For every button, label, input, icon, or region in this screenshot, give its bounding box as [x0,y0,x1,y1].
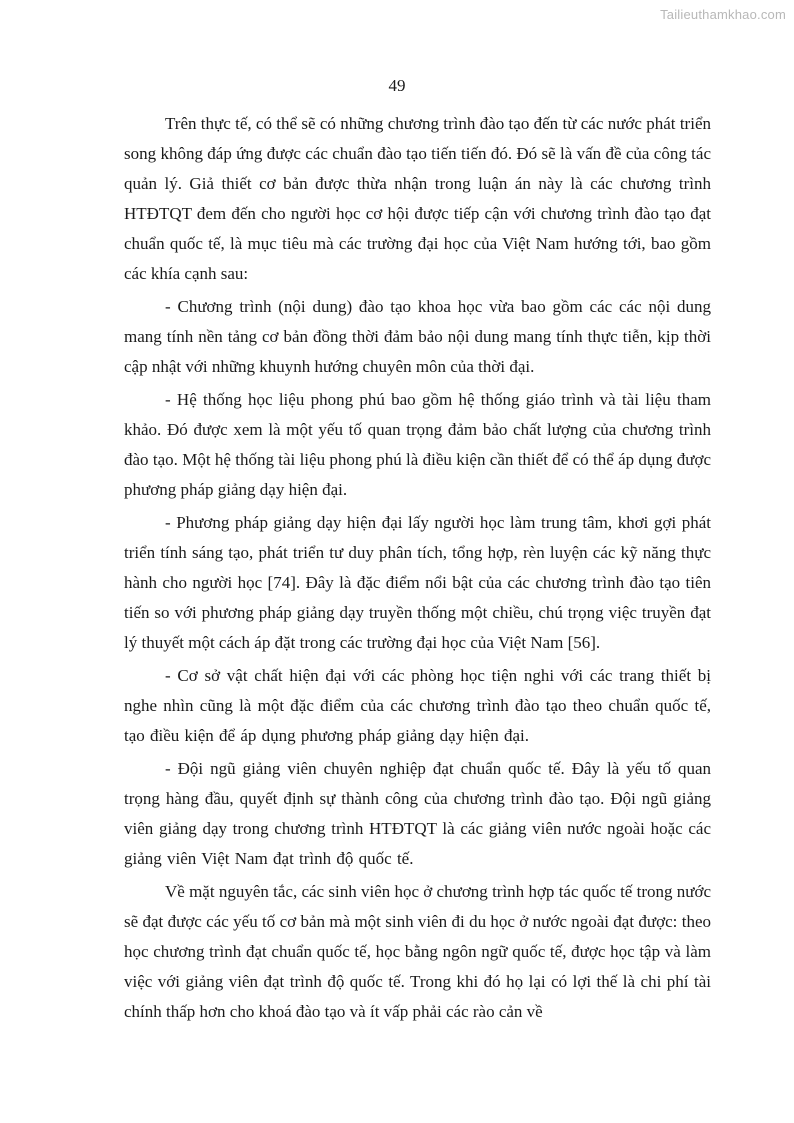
list-item-learning-materials: - Hệ thống học liệu phong phú bao gồm hệ thống giáo trình và tài liệu tham khảo. Đó được xem là một yếu tố quan trọng đảm bảo chất lượng của chương trình đào tạo. Một hệ thống tài liệu phong phú là điều kiện cần thiết để có thể áp dụng được phương pháp giảng dạy hiện đại. [124,390,711,499]
watermark: Tailieuthamkhao.com [660,7,786,22]
list-item-facilities: - Cơ sở vật chất hiện đại với các phòng học tiện nghi với các trang thiết bị nghe nhìn cũng là một đặc điểm của các chương trình đào tạo theo chuẩn quốc tế, tạo điều kiện để áp dụng phương pháp giảng dạy hiện đại. [124,666,711,745]
list-item-teaching-methods: - Phương pháp giảng dạy hiện đại lấy người học làm trung tâm, khơi gợi phát triển tính sáng tạo, phát triển tư duy phân tích, tổng hợp, rèn luyện các kỹ năng thực hành cho người học [74]. Đây là đặc điểm nổi bật của các chương trình đào tạo tiên tiến so với phương pháp giảng dạy truyền thống một chiều, chú trọng việc truyền đạt lý thuyết một cách áp đặt trong các trường đại học của Việt Nam [56]. [124,513,711,652]
list-item-curriculum: - Chương trình (nội dung) đào tạo khoa học vừa bao gồm các các nội dung mang tính nền tảng cơ bản đồng thời đảm bảo nội dung mang tính thực tiễn, kịp thời cập nhật với những khuynh hướng chuyên môn của thời đại. [124,297,711,376]
paragraph-intro: Trên thực tế, có thể sẽ có những chương trình đào tạo đến từ các nước phát triển song không đáp ứng được các chuẩn đào tạo tiến tiến đó. Đó sẽ là vấn đề của công tác quản lý. Giả thiết cơ bản được thừa nhận trong luận án này là các chương trình HTĐTQT đem đến cho người học cơ hội được tiếp cận với chương trình đào tạo đạt chuẩn quốc tế, là mục tiêu mà các trường đại học của Việt Nam hướng tới, bao gồm các khía cạnh sau: [124,114,711,283]
paragraph-principles: Về mặt nguyên tắc, các sinh viên học ở chương trình hợp tác quốc tế trong nước sẽ đạt được các yếu tố cơ bản mà một sinh viên đi du học ở nước ngoài đạt được: theo học chương trình đạt chuẩn quốc tế, học bằng ngôn ngữ quốc tế, được học tập và làm việc với giảng viên đạt trình độ quốc tế. Trong khi đó họ lại có lợi thế là chi phí tài chính thấp hơn cho khoá đào tạo và ít vấp phải các rào cản về [124,882,711,1021]
list-item-faculty: - Đội ngũ giảng viên chuyên nghiệp đạt chuẩn quốc tế. Đây là yếu tố quan trọng hàng đầu, quyết định sự thành công của chương trình đào tạo. Đội ngũ giảng viên giảng dạy trong chương trình HTĐTQT là các giảng viên nước ngoài hoặc các giảng viên Việt Nam đạt trình độ quốc tế. [124,759,711,868]
page-number: 49 [388,76,406,95]
document-body [124,109,711,1030]
